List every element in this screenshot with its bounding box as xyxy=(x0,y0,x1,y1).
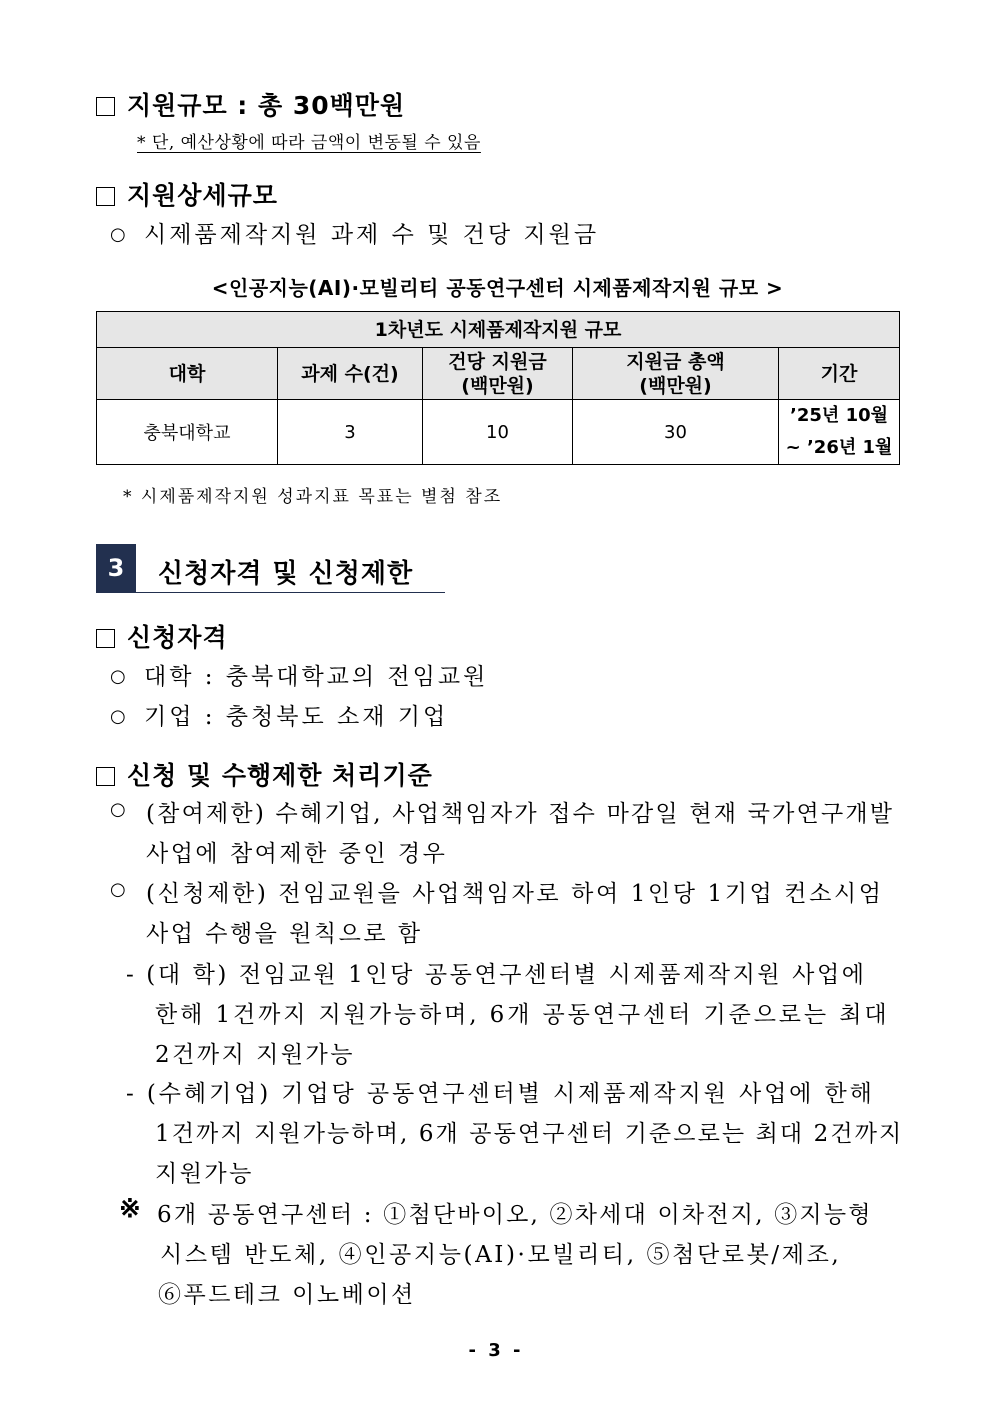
cell-total: 30 xyxy=(573,400,779,465)
column-header-per-project-line2: (백만원) xyxy=(461,374,534,397)
support-scale-table xyxy=(96,311,900,465)
checkbox-square-icon xyxy=(96,97,115,116)
cell-per-project: 10 xyxy=(423,400,573,465)
checkbox-square-icon xyxy=(96,187,115,206)
list-item xyxy=(110,658,488,691)
support-detail-heading-text: 지원상세규모 xyxy=(127,181,278,210)
restriction-item-2-line2: 사업 수행을 원칙으로 함 xyxy=(146,921,423,947)
circle-bullet-icon: ○ xyxy=(110,706,129,727)
column-header-total-line1: 지원금 총액 xyxy=(626,350,725,373)
support-scale-note: * 단, 예산상황에 따라 금액이 변동될 수 있음 xyxy=(137,133,481,153)
checkbox-square-icon xyxy=(96,629,115,648)
restrictions-heading-text: 신청 및 수행제한 처리기준 xyxy=(127,761,433,790)
circle-bullet-icon: ○ xyxy=(110,224,129,245)
circle-bullet-icon: ○ xyxy=(110,879,129,900)
support-scale-heading-text: 지원규모 : 총 30백만원 xyxy=(127,91,406,120)
reference-line2: 시스템 반도체, ④인공지능(AI)·모빌리티, ⑤첨단로봇/제조, xyxy=(160,1242,842,1268)
table-row xyxy=(97,400,900,465)
table-caption-row: 1차년도 시제품제작지원 규모 xyxy=(97,312,900,348)
restriction-item-1-line2: 사업에 참여제한 중인 경우 xyxy=(146,841,448,867)
restriction-sub-1-line1: - (대 학) 전임교원 1인당 공동연구센터별 시제품제작지원 사업에 xyxy=(126,962,867,988)
circle-bullet-icon: ○ xyxy=(110,666,129,687)
checkbox-square-icon xyxy=(96,767,115,786)
restriction-item-1-line1-text: (참여제한) 수혜기업, 사업책임자가 접수 마감일 현재 국가연구개발 xyxy=(146,801,895,827)
restriction-sub-2-line2: 1건까지 지원가능하며, 6개 공동연구센터 기준으로는 최대 2건까지 xyxy=(155,1121,904,1147)
restriction-sub-2-line3: 지원가능 xyxy=(155,1161,254,1187)
support-detail-heading xyxy=(96,176,278,212)
column-header-count: 과제 수(건) xyxy=(278,348,423,400)
restriction-sub-1-line3: 2건까지 지원가능 xyxy=(155,1042,355,1068)
table-title: <인공지능(AI)·모빌리티 공동연구센터 시제품제작지원 규모 > xyxy=(211,276,784,300)
reference-line3: ⑥푸드테크 이노베이션 xyxy=(158,1282,416,1308)
reference-line1: 6개 공동연구센터 : ①첨단바이오, ②차세대 이차전지, ③지능형 xyxy=(157,1202,873,1228)
table-footnote: * 시제품제작지원 성과지표 목표는 별첨 참조 xyxy=(123,487,503,507)
restriction-sub-2-line1: - (수혜기업) 기업당 공동연구센터별 시제품제작지원 사업에 한해 xyxy=(126,1081,875,1107)
column-header-per-project-line1: 건당 지원금 xyxy=(448,350,547,373)
eligibility-heading-text: 신청자격 xyxy=(127,623,228,652)
cell-period xyxy=(779,400,900,465)
restriction-item-2-line1: (신청제한) 전임교원을 사업책임자로 하여 1인당 1기업 컨소시엄 xyxy=(146,881,884,907)
section-number-badge: 3 xyxy=(96,544,136,592)
restriction-sub-1-line2: 한해 1건까지 지원가능하며, 6개 공동연구센터 기준으로는 최대 xyxy=(155,1002,890,1028)
circle-bullet-icon: ○ xyxy=(110,799,129,820)
cell-period-line1: ’25년 10월 xyxy=(790,405,889,426)
eligibility-item-company: 기업 : 충청북도 소재 기업 xyxy=(144,704,449,730)
column-header-university: 대학 xyxy=(97,348,278,400)
restrictions-heading xyxy=(96,756,433,792)
eligibility-heading xyxy=(96,618,228,654)
support-scale-heading xyxy=(96,86,405,122)
column-header-total-line2: (백만원) xyxy=(639,374,712,397)
page-number: - 3 - xyxy=(468,1340,524,1361)
support-detail-bullet xyxy=(110,216,599,249)
cell-university: 충북대학교 xyxy=(97,400,278,465)
column-header-per-project xyxy=(423,348,573,400)
reference-mark-icon: ※ xyxy=(119,1194,141,1224)
restriction-item-1-line1 xyxy=(146,795,899,828)
cell-period-line2: ~ ’26년 1월 xyxy=(785,437,893,458)
section-underline xyxy=(96,592,445,593)
column-header-total xyxy=(573,348,779,400)
eligibility-item-university: 대학 : 충북대학교의 전임교원 xyxy=(144,664,489,690)
list-item xyxy=(110,698,448,731)
support-detail-bullet-text: 시제품제작지원 과제 수 및 건당 지원금 xyxy=(144,222,600,248)
cell-count: 3 xyxy=(278,400,423,465)
section-title: 신청자격 및 신청제한 xyxy=(158,559,414,589)
column-header-period: 기간 xyxy=(779,348,900,400)
